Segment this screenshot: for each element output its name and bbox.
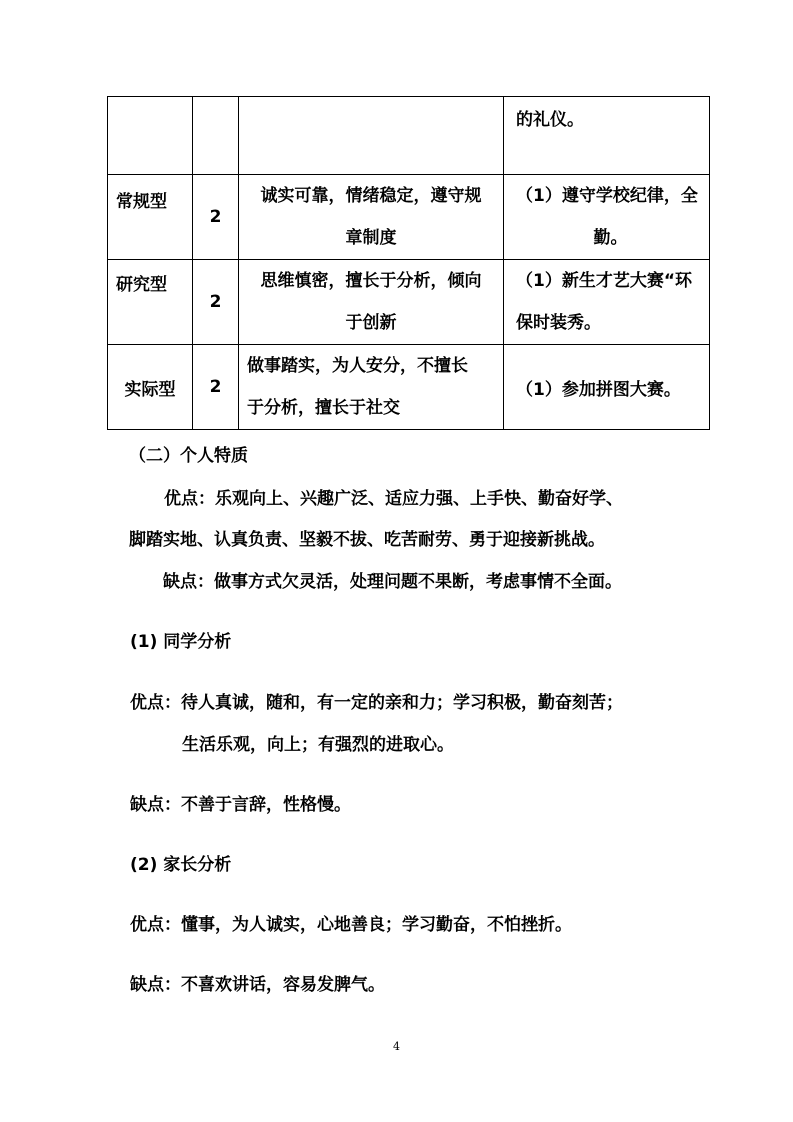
classmates-merits: 优点：待人真诚，随和，有一定的亲和力；学习积极，勤奋刻苦； [130, 693, 623, 713]
trait-cell [239, 97, 504, 175]
parents-title: (2) 家长分析 [130, 855, 232, 875]
trait-cell [239, 260, 504, 345]
type-cell: 实际型 [108, 345, 193, 430]
trait-line: 于创新 [345, 313, 397, 333]
type-cell [108, 175, 193, 260]
table-row [108, 345, 710, 430]
table-row [108, 97, 710, 175]
trait-line: 章制度 [345, 228, 397, 248]
score-cell: 2 [193, 175, 239, 260]
activity-line: 勤。 [593, 228, 628, 248]
type-label: 研究型 [116, 275, 167, 295]
table-row [108, 260, 710, 345]
trait-line: 诚实可靠，情绪稳定，遵守规 [260, 186, 482, 206]
trait-line: 做事踏实，为人安分，不擅长 [247, 356, 468, 376]
activity-cell [504, 175, 710, 260]
parents-merits: 优点：懂事，为人诚实，心地善良；学习勤奋，不怕挫折。 [130, 915, 572, 935]
table-row [108, 175, 710, 260]
activity-cell [504, 260, 710, 345]
score-cell: 2 [193, 260, 239, 345]
classmates-merits-continued: 生活乐观，向上；有强烈的进取心。 [182, 735, 454, 755]
page-number: 4 [393, 1040, 400, 1053]
trait-line: 于分析，擅长于社交 [247, 398, 400, 418]
trait-cell [239, 175, 504, 260]
trait-line: 思维慎密，擅长于分析，倾向 [260, 271, 482, 291]
trait-cell [239, 345, 504, 430]
activity-cell: （1）参加拼图大赛。 [504, 345, 710, 430]
score-cell: 2 [193, 345, 239, 430]
merits-line: 优点：乐观向上、兴趣广泛、适应力强、上手快、勤奋好学、 [164, 489, 623, 509]
career-type-table [107, 96, 710, 430]
activity-text: 的礼仪。 [516, 110, 584, 130]
section-title: （二）个人特质 [129, 446, 248, 466]
type-label: 常规型 [116, 192, 167, 212]
classmates-title: (1) 同学分析 [130, 632, 232, 652]
activity-line: 保时装秀。 [516, 313, 601, 333]
classmates-demerits: 缺点：不善于言辞，性格慢。 [130, 795, 351, 815]
activity-line: （1）新生才艺大赛“环 [516, 271, 693, 291]
type-cell [108, 260, 193, 345]
demerits-line: 缺点：做事方式欠灵活，处理问题不果断，考虑事情不全面。 [163, 572, 622, 592]
type-cell [108, 97, 193, 175]
parents-demerits: 缺点：不喜欢讲话，容易发脾气。 [130, 975, 385, 995]
score-cell [193, 97, 239, 175]
activity-cell [504, 97, 710, 175]
activity-line: （1）遵守学校纪律，全 [516, 186, 698, 206]
merits-line: 脚踏实地、认真负责、坚毅不拔、吃苦耐劳、勇于迎接新挑战。 [129, 530, 605, 550]
